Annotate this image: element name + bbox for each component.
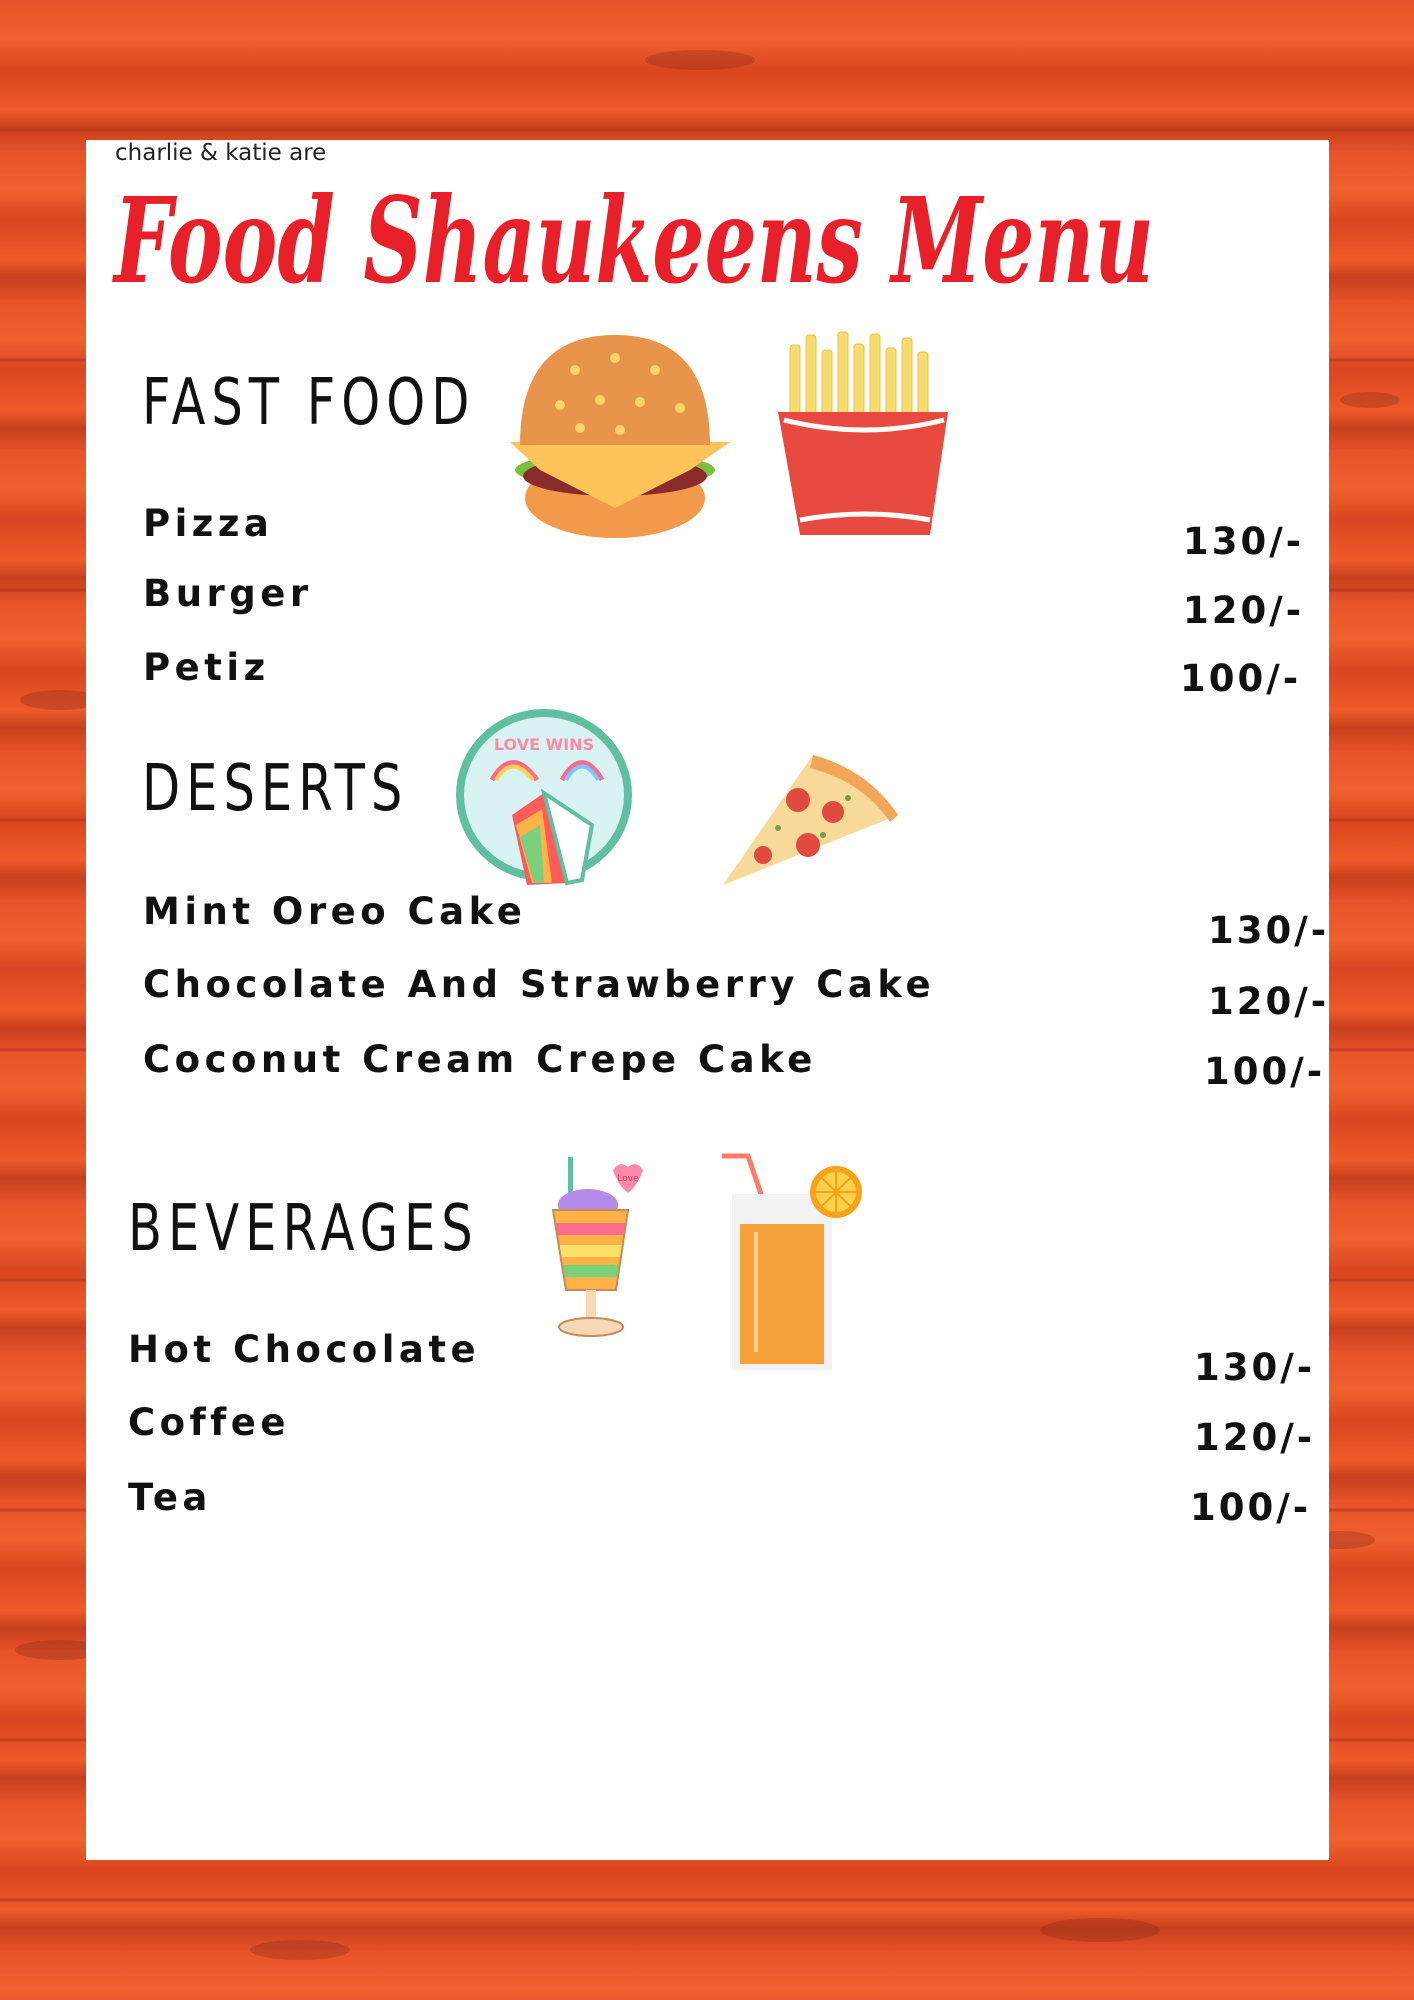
- menu-item: Petiz: [143, 646, 270, 689]
- menu-item-price: 100/-: [1190, 1486, 1312, 1529]
- menu-item: Tea: [128, 1476, 212, 1519]
- menu-item-price: 100/-: [1204, 1050, 1326, 1093]
- menu-item: Chocolate And Strawberry Cake: [143, 963, 936, 1006]
- rainbow-cake-icon: [452, 705, 637, 890]
- section-heading-fast-food: FAST FOOD: [142, 366, 476, 440]
- menu-title-text: Food Shaukeens Menu: [112, 171, 1155, 310]
- menu-item-price: 130/-: [1183, 520, 1305, 563]
- menu-item-price: 120/-: [1208, 980, 1330, 1023]
- menu-item-price: 120/-: [1183, 589, 1305, 632]
- section-heading-deserts: DESERTS: [142, 752, 409, 826]
- orange-juice-icon: [718, 1152, 868, 1377]
- burger-icon: [500, 330, 740, 545]
- cake-text: LOVE WINS: [493, 735, 595, 754]
- sundae-text: Love: [617, 1174, 639, 1184]
- menu-item-price: 130/-: [1194, 1346, 1316, 1389]
- rainbow-sundae-icon: [538, 1155, 663, 1340]
- menu-item: Hot Chocolate: [128, 1328, 481, 1371]
- pizza-slice-icon: [718, 750, 903, 890]
- menu-item: Burger: [143, 572, 313, 615]
- menu-item: Coconut Cream Crepe Cake: [143, 1038, 817, 1081]
- tagline: charlie & katie are: [115, 140, 327, 166]
- menu-item: Coffee: [128, 1401, 290, 1444]
- fries-icon: [770, 330, 960, 545]
- menu-item-price: 130/-: [1208, 909, 1330, 952]
- menu-item-price: 100/-: [1180, 657, 1302, 700]
- menu-title: [112, 142, 1192, 342]
- menu-item: Pizza: [143, 502, 274, 545]
- menu-item-price: 120/-: [1194, 1416, 1316, 1459]
- menu-item: Mint Oreo Cake: [143, 890, 527, 933]
- section-heading-beverages: BEVERAGES: [128, 1192, 479, 1266]
